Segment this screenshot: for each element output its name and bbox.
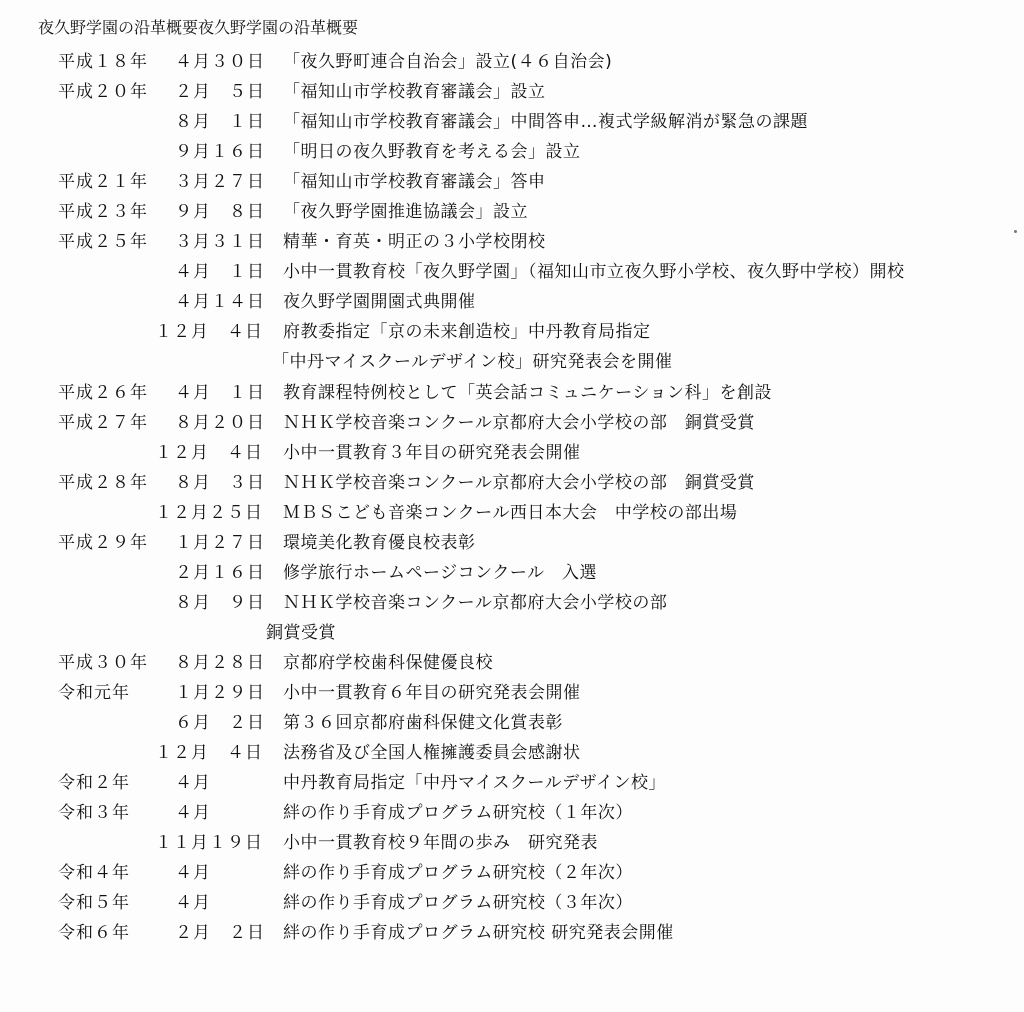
row-event: 「中丹マイスクールデザイン校」研究発表会を開催: [272, 352, 673, 373]
row-event: 「福知山市学校教育審議会」設立: [283, 82, 546, 103]
row-event: 「福知山市学校教育審議会」中間答申…複式学級解消が緊急の課題: [283, 112, 808, 133]
row-date: １２月 ４日: [155, 442, 263, 463]
row-date: ４月: [175, 773, 211, 794]
row-date: １１月１９日: [155, 833, 263, 854]
history-row: [0, 140, 1024, 170]
history-row: [0, 170, 1024, 200]
history-row: [0, 200, 1024, 230]
row-era: 平成２５年: [58, 232, 148, 253]
row-date: １２月 ４日: [155, 743, 263, 764]
row-event: 第３６回京都府歯科保健文化賞表彰: [283, 713, 563, 734]
row-date: １月２７日: [175, 532, 265, 553]
history-row: [0, 501, 1024, 531]
row-era: 平成２６年: [58, 382, 148, 403]
history-row: [0, 651, 1024, 681]
row-event: 絆の作り手育成プログラム研究校（３年次）: [283, 893, 633, 914]
row-era: 平成２０年: [58, 82, 148, 103]
row-event: 法務省及び全国人権擁護委員会感謝状: [283, 743, 581, 764]
row-event: 小中一貫教育校９年間の歩み 研究発表: [283, 833, 598, 854]
row-date: ４月: [175, 893, 211, 914]
row-date: ８月２８日: [175, 652, 265, 673]
row-era: 平成１８年: [58, 52, 148, 72]
row-date: ８月 ９日: [175, 592, 265, 613]
row-event: 小中一貫教育校「夜久野学園」（福知山市立夜久野小学校、夜久野中学校）開校: [283, 262, 905, 283]
history-row: [0, 921, 1024, 951]
row-event: 小中一貫教育６年目の研究発表会開催: [283, 682, 581, 703]
row-era: 平成２３年: [58, 202, 148, 223]
history-row: [0, 891, 1024, 921]
row-event: 夜久野学園開園式典開催: [283, 292, 476, 313]
row-era: 平成２８年: [58, 472, 148, 493]
row-date: ２月 ２日: [175, 923, 265, 944]
row-date: ４月１４日: [175, 292, 265, 313]
row-date: ４月: [175, 863, 211, 884]
row-event: 小中一貫教育３年目の研究発表会開催: [283, 442, 581, 463]
history-row: [0, 771, 1024, 801]
row-event: 教育課程特例校として「英会話コミュニケーション科」を創設: [283, 382, 772, 403]
row-date: １２月 ４日: [155, 322, 263, 343]
history-row: [0, 831, 1024, 861]
history-row: [0, 621, 1024, 651]
row-event: 「福知山市学校教育審議会」答申: [283, 172, 546, 193]
history-row: [0, 441, 1024, 471]
row-date: ２月 ５日: [175, 82, 265, 103]
row-event: 「明日の夜久野教育を考える会」設立: [283, 142, 581, 163]
row-event: 「夜久野学園推進協議会」設立: [283, 202, 528, 223]
row-date: ２月１６日: [175, 562, 265, 583]
row-date: ３月２７日: [175, 172, 265, 193]
row-event: ＮＨＫ学校音楽コンクール京都府大会小学校の部 銅賞受賞: [283, 472, 755, 493]
row-era: 平成２９年: [58, 532, 148, 553]
row-event: 銅賞受賞: [266, 622, 336, 643]
row-era: 平成２７年: [58, 412, 148, 433]
row-date: １２月２５日: [155, 502, 263, 523]
row-event: ＮＨＫ学校音楽コンクール京都府大会小学校の部 銅賞受賞: [283, 412, 755, 433]
row-event: 精華・育英・明正の３小学校閉校: [283, 232, 546, 253]
history-row: [0, 320, 1024, 350]
row-event: 絆の作り手育成プログラム研究校（１年次）: [283, 803, 633, 824]
row-event: ＮＨＫ学校音楽コンクール京都府大会小学校の部: [283, 592, 668, 613]
document-title: 夜久野学園の沿革概要夜久野学園の沿革概要: [38, 18, 359, 37]
row-era: 令和４年: [58, 863, 130, 884]
history-row: [0, 381, 1024, 411]
row-event: ＭＢＳこども音楽コンクール西日本大会 中学校の部出場: [283, 502, 738, 523]
row-date: ４月: [175, 803, 211, 824]
row-event: 環境美化教育優良校表彰: [283, 532, 476, 553]
row-event: 京都府学校歯科保健優良校: [283, 652, 493, 673]
row-era: 令和２年: [58, 773, 130, 794]
history-row: [0, 471, 1024, 501]
row-date: ８月２０日: [175, 412, 265, 433]
row-date: ３月３１日: [175, 232, 265, 253]
row-date: ６月 ２日: [175, 713, 265, 734]
row-era: 令和５年: [58, 893, 130, 914]
history-row: [0, 411, 1024, 441]
history-row: [0, 80, 1024, 110]
row-event: 府教委指定「京の未来創造校」中丹教育局指定: [283, 322, 651, 343]
row-era: 平成３０年: [58, 652, 148, 673]
history-row: [0, 531, 1024, 561]
row-event: 修学旅行ホームページコンクール 入選: [283, 562, 597, 583]
row-era: 平成２１年: [58, 172, 148, 193]
row-date: １月２９日: [175, 682, 265, 703]
history-row: [0, 290, 1024, 320]
history-row: [0, 561, 1024, 591]
row-era: 令和６年: [58, 923, 130, 944]
history-row: [0, 260, 1024, 290]
history-list: [0, 50, 1024, 951]
row-date: ４月３０日: [175, 52, 265, 72]
row-event: 絆の作り手育成プログラム研究校（２年次）: [283, 863, 633, 884]
history-row: [0, 741, 1024, 771]
row-date: ９月 ８日: [175, 202, 265, 223]
row-date: ９月１６日: [175, 142, 265, 163]
row-event: 絆の作り手育成プログラム研究校 研究発表会開催: [283, 923, 674, 944]
row-date: ４月 １日: [175, 262, 265, 283]
row-date: ８月 １日: [175, 112, 265, 133]
history-row: [0, 861, 1024, 891]
history-row: [0, 50, 1024, 80]
row-event: 中丹教育局指定「中丹マイスクールデザイン校」: [283, 773, 666, 794]
history-row: [0, 350, 1024, 380]
scan-speck: [1014, 230, 1017, 233]
row-event: 「夜久野町連合自治会」設立(４６自治会): [283, 52, 613, 72]
row-date: ４月 １日: [175, 382, 265, 403]
history-row: [0, 711, 1024, 741]
history-row: [0, 230, 1024, 260]
history-row: [0, 591, 1024, 621]
row-era: 令和元年: [58, 682, 130, 703]
row-era: 令和３年: [58, 803, 130, 824]
history-row: [0, 801, 1024, 831]
history-row: [0, 681, 1024, 711]
history-row: [0, 110, 1024, 140]
row-date: ８月 ３日: [175, 472, 265, 493]
